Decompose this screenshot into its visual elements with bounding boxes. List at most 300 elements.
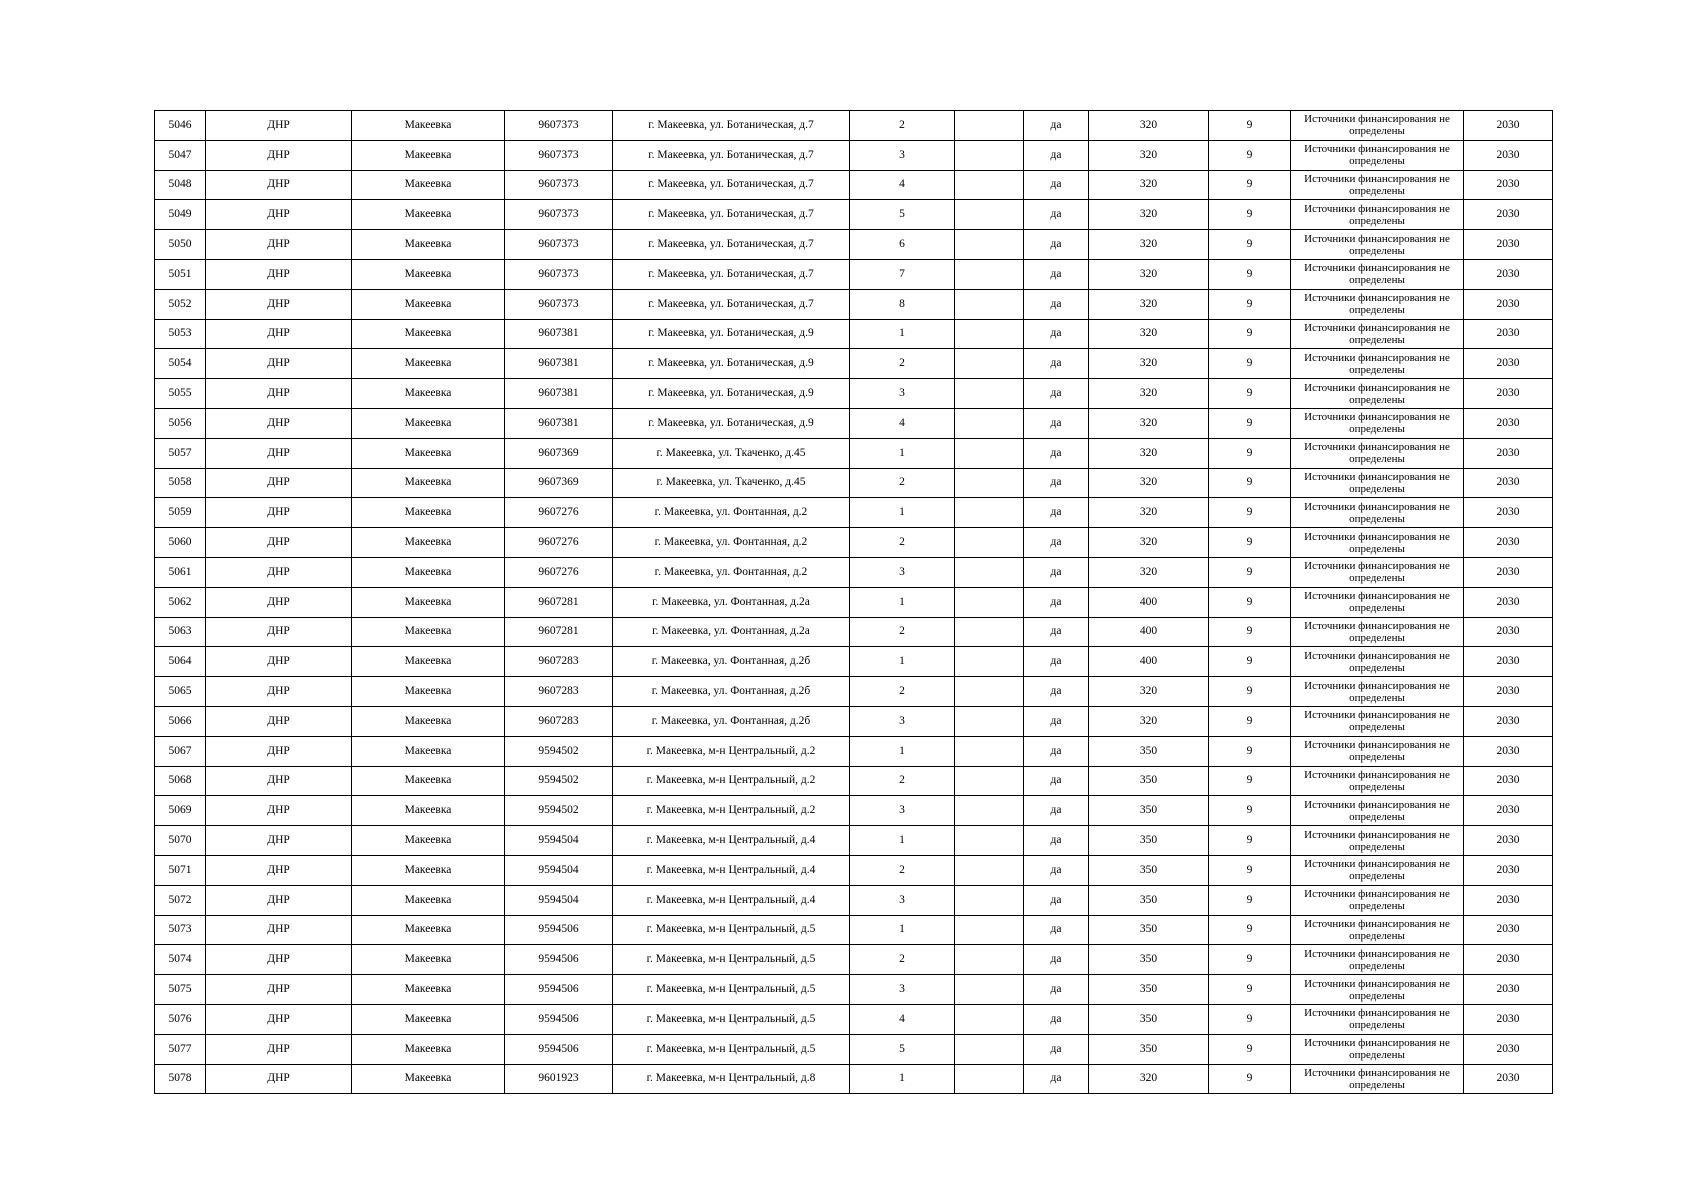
cell-floors: 9 — [1209, 200, 1291, 230]
cell-object-code: 9594502 — [505, 736, 613, 766]
cell-region: ДНР — [206, 647, 352, 677]
cell-floors: 9 — [1209, 766, 1291, 796]
cell-city: Макеевка — [352, 349, 505, 379]
cell-city: Макеевка — [352, 796, 505, 826]
cell-address: г. Макеевка, ул. Ткаченко, д.45 — [613, 438, 850, 468]
cell-empty — [955, 498, 1024, 528]
cell-funding: Источники финансирования не определены — [1291, 289, 1464, 319]
cell-row-number: 5056 — [155, 408, 206, 438]
cell-region: ДНР — [206, 736, 352, 766]
cell-flag: да — [1024, 498, 1089, 528]
cell-object-code: 9607373 — [505, 289, 613, 319]
cell-year: 2030 — [1464, 111, 1553, 141]
table-row — [155, 349, 1553, 379]
cell-row-number: 5059 — [155, 498, 206, 528]
cell-floors: 9 — [1209, 885, 1291, 915]
cell-city: Макеевка — [352, 408, 505, 438]
cell-entrance: 2 — [850, 766, 955, 796]
cell-empty — [955, 230, 1024, 260]
cell-address: г. Макеевка, ул. Ботаническая, д.9 — [613, 408, 850, 438]
cell-year: 2030 — [1464, 528, 1553, 558]
cell-year: 2030 — [1464, 289, 1553, 319]
cell-year: 2030 — [1464, 796, 1553, 826]
cell-floors: 9 — [1209, 677, 1291, 707]
cell-flag: да — [1024, 766, 1089, 796]
cell-row-number: 5061 — [155, 557, 206, 587]
cell-empty — [955, 975, 1024, 1005]
cell-entrance: 1 — [850, 438, 955, 468]
cell-city: Макеевка — [352, 557, 505, 587]
cell-object-code: 9594502 — [505, 766, 613, 796]
cell-flag: да — [1024, 140, 1089, 170]
cell-funding: Источники финансирования не определены — [1291, 975, 1464, 1005]
cell-region: ДНР — [206, 945, 352, 975]
cell-entrance: 1 — [850, 736, 955, 766]
cell-object-code: 9601923 — [505, 1064, 613, 1094]
cell-flag: да — [1024, 528, 1089, 558]
cell-year: 2030 — [1464, 885, 1553, 915]
cell-row-number: 5047 — [155, 140, 206, 170]
cell-row-number: 5064 — [155, 647, 206, 677]
cell-city: Макеевка — [352, 468, 505, 498]
cell-floors: 9 — [1209, 259, 1291, 289]
cell-address: г. Макеевка, ул. Ботаническая, д.7 — [613, 111, 850, 141]
cell-flag: да — [1024, 647, 1089, 677]
cell-year: 2030 — [1464, 498, 1553, 528]
cell-capacity: 320 — [1089, 319, 1209, 349]
cell-object-code: 9594504 — [505, 826, 613, 856]
cell-entrance: 4 — [850, 1004, 955, 1034]
cell-capacity: 320 — [1089, 140, 1209, 170]
cell-year: 2030 — [1464, 349, 1553, 379]
cell-region: ДНР — [206, 1034, 352, 1064]
cell-capacity: 320 — [1089, 706, 1209, 736]
cell-city: Макеевка — [352, 111, 505, 141]
cell-object-code: 9607381 — [505, 379, 613, 409]
cell-floors: 9 — [1209, 528, 1291, 558]
cell-capacity: 320 — [1089, 289, 1209, 319]
cell-empty — [955, 945, 1024, 975]
table-row — [155, 587, 1553, 617]
cell-year: 2030 — [1464, 855, 1553, 885]
cell-address: г. Макеевка, ул. Ботаническая, д.7 — [613, 140, 850, 170]
cell-empty — [955, 706, 1024, 736]
cell-entrance: 8 — [850, 289, 955, 319]
cell-capacity: 400 — [1089, 617, 1209, 647]
cell-floors: 9 — [1209, 379, 1291, 409]
cell-funding: Источники финансирования не определены — [1291, 349, 1464, 379]
cell-address: г. Макеевка, ул. Фонтанная, д.2а — [613, 617, 850, 647]
cell-row-number: 5050 — [155, 230, 206, 260]
cell-floors: 9 — [1209, 826, 1291, 856]
cell-row-number: 5055 — [155, 379, 206, 409]
cell-capacity: 350 — [1089, 1034, 1209, 1064]
cell-year: 2030 — [1464, 557, 1553, 587]
cell-floors: 9 — [1209, 468, 1291, 498]
cell-object-code: 9594506 — [505, 975, 613, 1005]
table-row — [155, 677, 1553, 707]
cell-empty — [955, 528, 1024, 558]
cell-region: ДНР — [206, 349, 352, 379]
cell-year: 2030 — [1464, 766, 1553, 796]
cell-flag: да — [1024, 915, 1089, 945]
cell-capacity: 320 — [1089, 1064, 1209, 1094]
table-row — [155, 468, 1553, 498]
cell-entrance: 1 — [850, 826, 955, 856]
cell-object-code: 9594506 — [505, 1004, 613, 1034]
cell-city: Макеевка — [352, 706, 505, 736]
cell-object-code: 9607381 — [505, 408, 613, 438]
cell-city: Макеевка — [352, 826, 505, 856]
cell-region: ДНР — [206, 766, 352, 796]
cell-flag: да — [1024, 557, 1089, 587]
cell-capacity: 320 — [1089, 349, 1209, 379]
elevator-register-table — [154, 110, 1553, 1094]
cell-entrance: 2 — [850, 855, 955, 885]
cell-year: 2030 — [1464, 975, 1553, 1005]
cell-funding: Источники финансирования не определены — [1291, 230, 1464, 260]
cell-floors: 9 — [1209, 1034, 1291, 1064]
cell-address: г. Макеевка, ул. Фонтанная, д.2 — [613, 528, 850, 558]
cell-city: Макеевка — [352, 1004, 505, 1034]
cell-address: г. Макеевка, ул. Фонтанная, д.2б — [613, 677, 850, 707]
cell-flag: да — [1024, 796, 1089, 826]
cell-flag: да — [1024, 826, 1089, 856]
cell-funding: Источники финансирования не определены — [1291, 557, 1464, 587]
cell-floors: 9 — [1209, 319, 1291, 349]
cell-flag: да — [1024, 706, 1089, 736]
cell-address: г. Макеевка, ул. Ботаническая, д.9 — [613, 319, 850, 349]
cell-empty — [955, 408, 1024, 438]
cell-year: 2030 — [1464, 826, 1553, 856]
cell-funding: Источники финансирования не определены — [1291, 647, 1464, 677]
cell-floors: 9 — [1209, 170, 1291, 200]
cell-address: г. Макеевка, ул. Фонтанная, д.2 — [613, 557, 850, 587]
cell-row-number: 5076 — [155, 1004, 206, 1034]
cell-row-number: 5074 — [155, 945, 206, 975]
cell-city: Макеевка — [352, 289, 505, 319]
cell-entrance: 1 — [850, 587, 955, 617]
cell-empty — [955, 1034, 1024, 1064]
cell-row-number: 5053 — [155, 319, 206, 349]
cell-flag: да — [1024, 975, 1089, 1005]
cell-capacity: 320 — [1089, 230, 1209, 260]
cell-city: Макеевка — [352, 677, 505, 707]
table-row — [155, 945, 1553, 975]
table-row — [155, 617, 1553, 647]
cell-empty — [955, 1004, 1024, 1034]
cell-year: 2030 — [1464, 438, 1553, 468]
cell-object-code: 9607276 — [505, 498, 613, 528]
cell-floors: 9 — [1209, 230, 1291, 260]
cell-entrance: 7 — [850, 259, 955, 289]
cell-city: Макеевка — [352, 885, 505, 915]
cell-flag: да — [1024, 230, 1089, 260]
cell-year: 2030 — [1464, 200, 1553, 230]
cell-floors: 9 — [1209, 647, 1291, 677]
cell-row-number: 5052 — [155, 289, 206, 319]
cell-row-number: 5070 — [155, 826, 206, 856]
cell-funding: Источники финансирования не определены — [1291, 885, 1464, 915]
cell-funding: Источники финансирования не определены — [1291, 736, 1464, 766]
cell-city: Макеевка — [352, 438, 505, 468]
table-row — [155, 1064, 1553, 1094]
cell-flag: да — [1024, 1064, 1089, 1094]
cell-address: г. Макеевка, м-н Центральный, д.5 — [613, 1004, 850, 1034]
table-row — [155, 855, 1553, 885]
cell-empty — [955, 1064, 1024, 1094]
cell-address: г. Макеевка, ул. Ботаническая, д.7 — [613, 289, 850, 319]
cell-object-code: 9607373 — [505, 170, 613, 200]
cell-entrance: 2 — [850, 111, 955, 141]
cell-region: ДНР — [206, 140, 352, 170]
table-row — [155, 319, 1553, 349]
cell-city: Макеевка — [352, 200, 505, 230]
cell-address: г. Макеевка, ул. Ботаническая, д.9 — [613, 349, 850, 379]
table-row — [155, 111, 1553, 141]
cell-empty — [955, 855, 1024, 885]
cell-object-code: 9607281 — [505, 617, 613, 647]
cell-flag: да — [1024, 170, 1089, 200]
cell-flag: да — [1024, 200, 1089, 230]
cell-year: 2030 — [1464, 408, 1553, 438]
cell-object-code: 9594506 — [505, 915, 613, 945]
cell-row-number: 5057 — [155, 438, 206, 468]
cell-entrance: 4 — [850, 170, 955, 200]
table-row — [155, 528, 1553, 558]
table-row — [155, 885, 1553, 915]
cell-year: 2030 — [1464, 1034, 1553, 1064]
cell-empty — [955, 319, 1024, 349]
table-row — [155, 796, 1553, 826]
cell-address: г. Макеевка, м-н Центральный, д.5 — [613, 1034, 850, 1064]
cell-region: ДНР — [206, 498, 352, 528]
cell-region: ДНР — [206, 855, 352, 885]
cell-city: Макеевка — [352, 587, 505, 617]
cell-object-code: 9594504 — [505, 855, 613, 885]
cell-region: ДНР — [206, 706, 352, 736]
cell-year: 2030 — [1464, 945, 1553, 975]
cell-address: г. Макеевка, ул. Фонтанная, д.2б — [613, 647, 850, 677]
cell-empty — [955, 587, 1024, 617]
cell-funding: Источники финансирования не определены — [1291, 528, 1464, 558]
cell-object-code: 9607283 — [505, 677, 613, 707]
cell-region: ДНР — [206, 468, 352, 498]
cell-object-code: 9594506 — [505, 945, 613, 975]
cell-address: г. Макеевка, ул. Ботаническая, д.7 — [613, 259, 850, 289]
cell-empty — [955, 170, 1024, 200]
cell-flag: да — [1024, 349, 1089, 379]
cell-city: Макеевка — [352, 170, 505, 200]
cell-row-number: 5066 — [155, 706, 206, 736]
cell-row-number: 5078 — [155, 1064, 206, 1094]
cell-entrance: 4 — [850, 408, 955, 438]
cell-entrance: 2 — [850, 945, 955, 975]
cell-floors: 9 — [1209, 796, 1291, 826]
table-row — [155, 647, 1553, 677]
cell-capacity: 350 — [1089, 855, 1209, 885]
cell-city: Макеевка — [352, 230, 505, 260]
cell-object-code: 9607281 — [505, 587, 613, 617]
cell-region: ДНР — [206, 200, 352, 230]
cell-entrance: 3 — [850, 140, 955, 170]
cell-city: Макеевка — [352, 855, 505, 885]
cell-row-number: 5067 — [155, 736, 206, 766]
cell-funding: Источники финансирования не определены — [1291, 1034, 1464, 1064]
table-row — [155, 1004, 1553, 1034]
cell-object-code: 9607369 — [505, 438, 613, 468]
cell-city: Макеевка — [352, 647, 505, 677]
cell-floors: 9 — [1209, 111, 1291, 141]
cell-capacity: 400 — [1089, 647, 1209, 677]
cell-city: Макеевка — [352, 379, 505, 409]
cell-flag: да — [1024, 289, 1089, 319]
cell-region: ДНР — [206, 915, 352, 945]
cell-flag: да — [1024, 1004, 1089, 1034]
cell-floors: 9 — [1209, 1004, 1291, 1034]
cell-year: 2030 — [1464, 617, 1553, 647]
cell-region: ДНР — [206, 796, 352, 826]
cell-address: г. Макеевка, ул. Ботаническая, д.7 — [613, 170, 850, 200]
cell-capacity: 320 — [1089, 170, 1209, 200]
cell-row-number: 5071 — [155, 855, 206, 885]
table-row — [155, 498, 1553, 528]
cell-year: 2030 — [1464, 706, 1553, 736]
cell-object-code: 9594506 — [505, 1034, 613, 1064]
cell-entrance: 3 — [850, 706, 955, 736]
cell-region: ДНР — [206, 557, 352, 587]
cell-year: 2030 — [1464, 259, 1553, 289]
cell-capacity: 350 — [1089, 945, 1209, 975]
cell-object-code: 9607373 — [505, 230, 613, 260]
cell-region: ДНР — [206, 379, 352, 409]
cell-row-number: 5073 — [155, 915, 206, 945]
cell-region: ДНР — [206, 885, 352, 915]
cell-row-number: 5077 — [155, 1034, 206, 1064]
cell-object-code: 9607283 — [505, 706, 613, 736]
cell-region: ДНР — [206, 408, 352, 438]
cell-year: 2030 — [1464, 170, 1553, 200]
table-row — [155, 408, 1553, 438]
cell-empty — [955, 379, 1024, 409]
table-row — [155, 706, 1553, 736]
cell-address: г. Макеевка, ул. Фонтанная, д.2б — [613, 706, 850, 736]
cell-entrance: 2 — [850, 349, 955, 379]
cell-funding: Источники финансирования не определены — [1291, 826, 1464, 856]
cell-flag: да — [1024, 855, 1089, 885]
cell-funding: Источники финансирования не определены — [1291, 677, 1464, 707]
cell-region: ДНР — [206, 259, 352, 289]
cell-empty — [955, 111, 1024, 141]
cell-funding: Источники финансирования не определены — [1291, 438, 1464, 468]
cell-object-code: 9594504 — [505, 885, 613, 915]
cell-year: 2030 — [1464, 587, 1553, 617]
cell-funding: Источники финансирования не определены — [1291, 855, 1464, 885]
cell-row-number: 5065 — [155, 677, 206, 707]
table-row — [155, 200, 1553, 230]
cell-address: г. Макеевка, м-н Центральный, д.8 — [613, 1064, 850, 1094]
cell-row-number: 5046 — [155, 111, 206, 141]
cell-empty — [955, 617, 1024, 647]
cell-empty — [955, 349, 1024, 379]
cell-funding: Источники финансирования не определены — [1291, 170, 1464, 200]
cell-empty — [955, 289, 1024, 319]
cell-object-code: 9607381 — [505, 319, 613, 349]
cell-funding: Источники финансирования не определены — [1291, 915, 1464, 945]
cell-object-code: 9607381 — [505, 349, 613, 379]
cell-funding: Источники финансирования не определены — [1291, 200, 1464, 230]
table-row — [155, 766, 1553, 796]
cell-entrance: 3 — [850, 557, 955, 587]
cell-object-code: 9607373 — [505, 259, 613, 289]
table-row — [155, 230, 1553, 260]
cell-row-number: 5060 — [155, 528, 206, 558]
cell-row-number: 5054 — [155, 349, 206, 379]
cell-floors: 9 — [1209, 1064, 1291, 1094]
cell-empty — [955, 647, 1024, 677]
cell-region: ДНР — [206, 587, 352, 617]
cell-address: г. Макеевка, м-н Центральный, д.4 — [613, 826, 850, 856]
table-row — [155, 140, 1553, 170]
cell-year: 2030 — [1464, 1004, 1553, 1034]
cell-flag: да — [1024, 259, 1089, 289]
cell-capacity: 350 — [1089, 766, 1209, 796]
cell-capacity: 320 — [1089, 111, 1209, 141]
cell-flag: да — [1024, 468, 1089, 498]
cell-empty — [955, 438, 1024, 468]
table-row — [155, 259, 1553, 289]
cell-address: г. Макеевка, ул. Ботаническая, д.7 — [613, 200, 850, 230]
cell-capacity: 350 — [1089, 1004, 1209, 1034]
cell-empty — [955, 557, 1024, 587]
cell-empty — [955, 915, 1024, 945]
cell-entrance: 5 — [850, 1034, 955, 1064]
cell-capacity: 320 — [1089, 557, 1209, 587]
cell-entrance: 6 — [850, 230, 955, 260]
cell-entrance: 3 — [850, 975, 955, 1005]
cell-floors: 9 — [1209, 557, 1291, 587]
cell-region: ДНР — [206, 289, 352, 319]
cell-flag: да — [1024, 587, 1089, 617]
cell-city: Макеевка — [352, 945, 505, 975]
cell-capacity: 320 — [1089, 468, 1209, 498]
cell-empty — [955, 796, 1024, 826]
cell-region: ДНР — [206, 111, 352, 141]
cell-capacity: 320 — [1089, 438, 1209, 468]
cell-floors: 9 — [1209, 915, 1291, 945]
cell-funding: Источники финансирования не определены — [1291, 945, 1464, 975]
cell-year: 2030 — [1464, 468, 1553, 498]
cell-funding: Источники финансирования не определены — [1291, 379, 1464, 409]
cell-row-number: 5063 — [155, 617, 206, 647]
cell-capacity: 320 — [1089, 379, 1209, 409]
cell-address: г. Макеевка, ул. Фонтанная, д.2 — [613, 498, 850, 528]
cell-entrance: 1 — [850, 915, 955, 945]
cell-region: ДНР — [206, 826, 352, 856]
cell-floors: 9 — [1209, 140, 1291, 170]
cell-funding: Источники финансирования не определены — [1291, 408, 1464, 438]
cell-entrance: 2 — [850, 528, 955, 558]
cell-flag: да — [1024, 736, 1089, 766]
cell-capacity: 400 — [1089, 587, 1209, 617]
cell-city: Макеевка — [352, 975, 505, 1005]
cell-funding: Источники финансирования не определены — [1291, 498, 1464, 528]
cell-year: 2030 — [1464, 736, 1553, 766]
cell-capacity: 350 — [1089, 885, 1209, 915]
cell-entrance: 2 — [850, 617, 955, 647]
cell-address: г. Макеевка, м-н Центральный, д.5 — [613, 945, 850, 975]
cell-city: Макеевка — [352, 528, 505, 558]
